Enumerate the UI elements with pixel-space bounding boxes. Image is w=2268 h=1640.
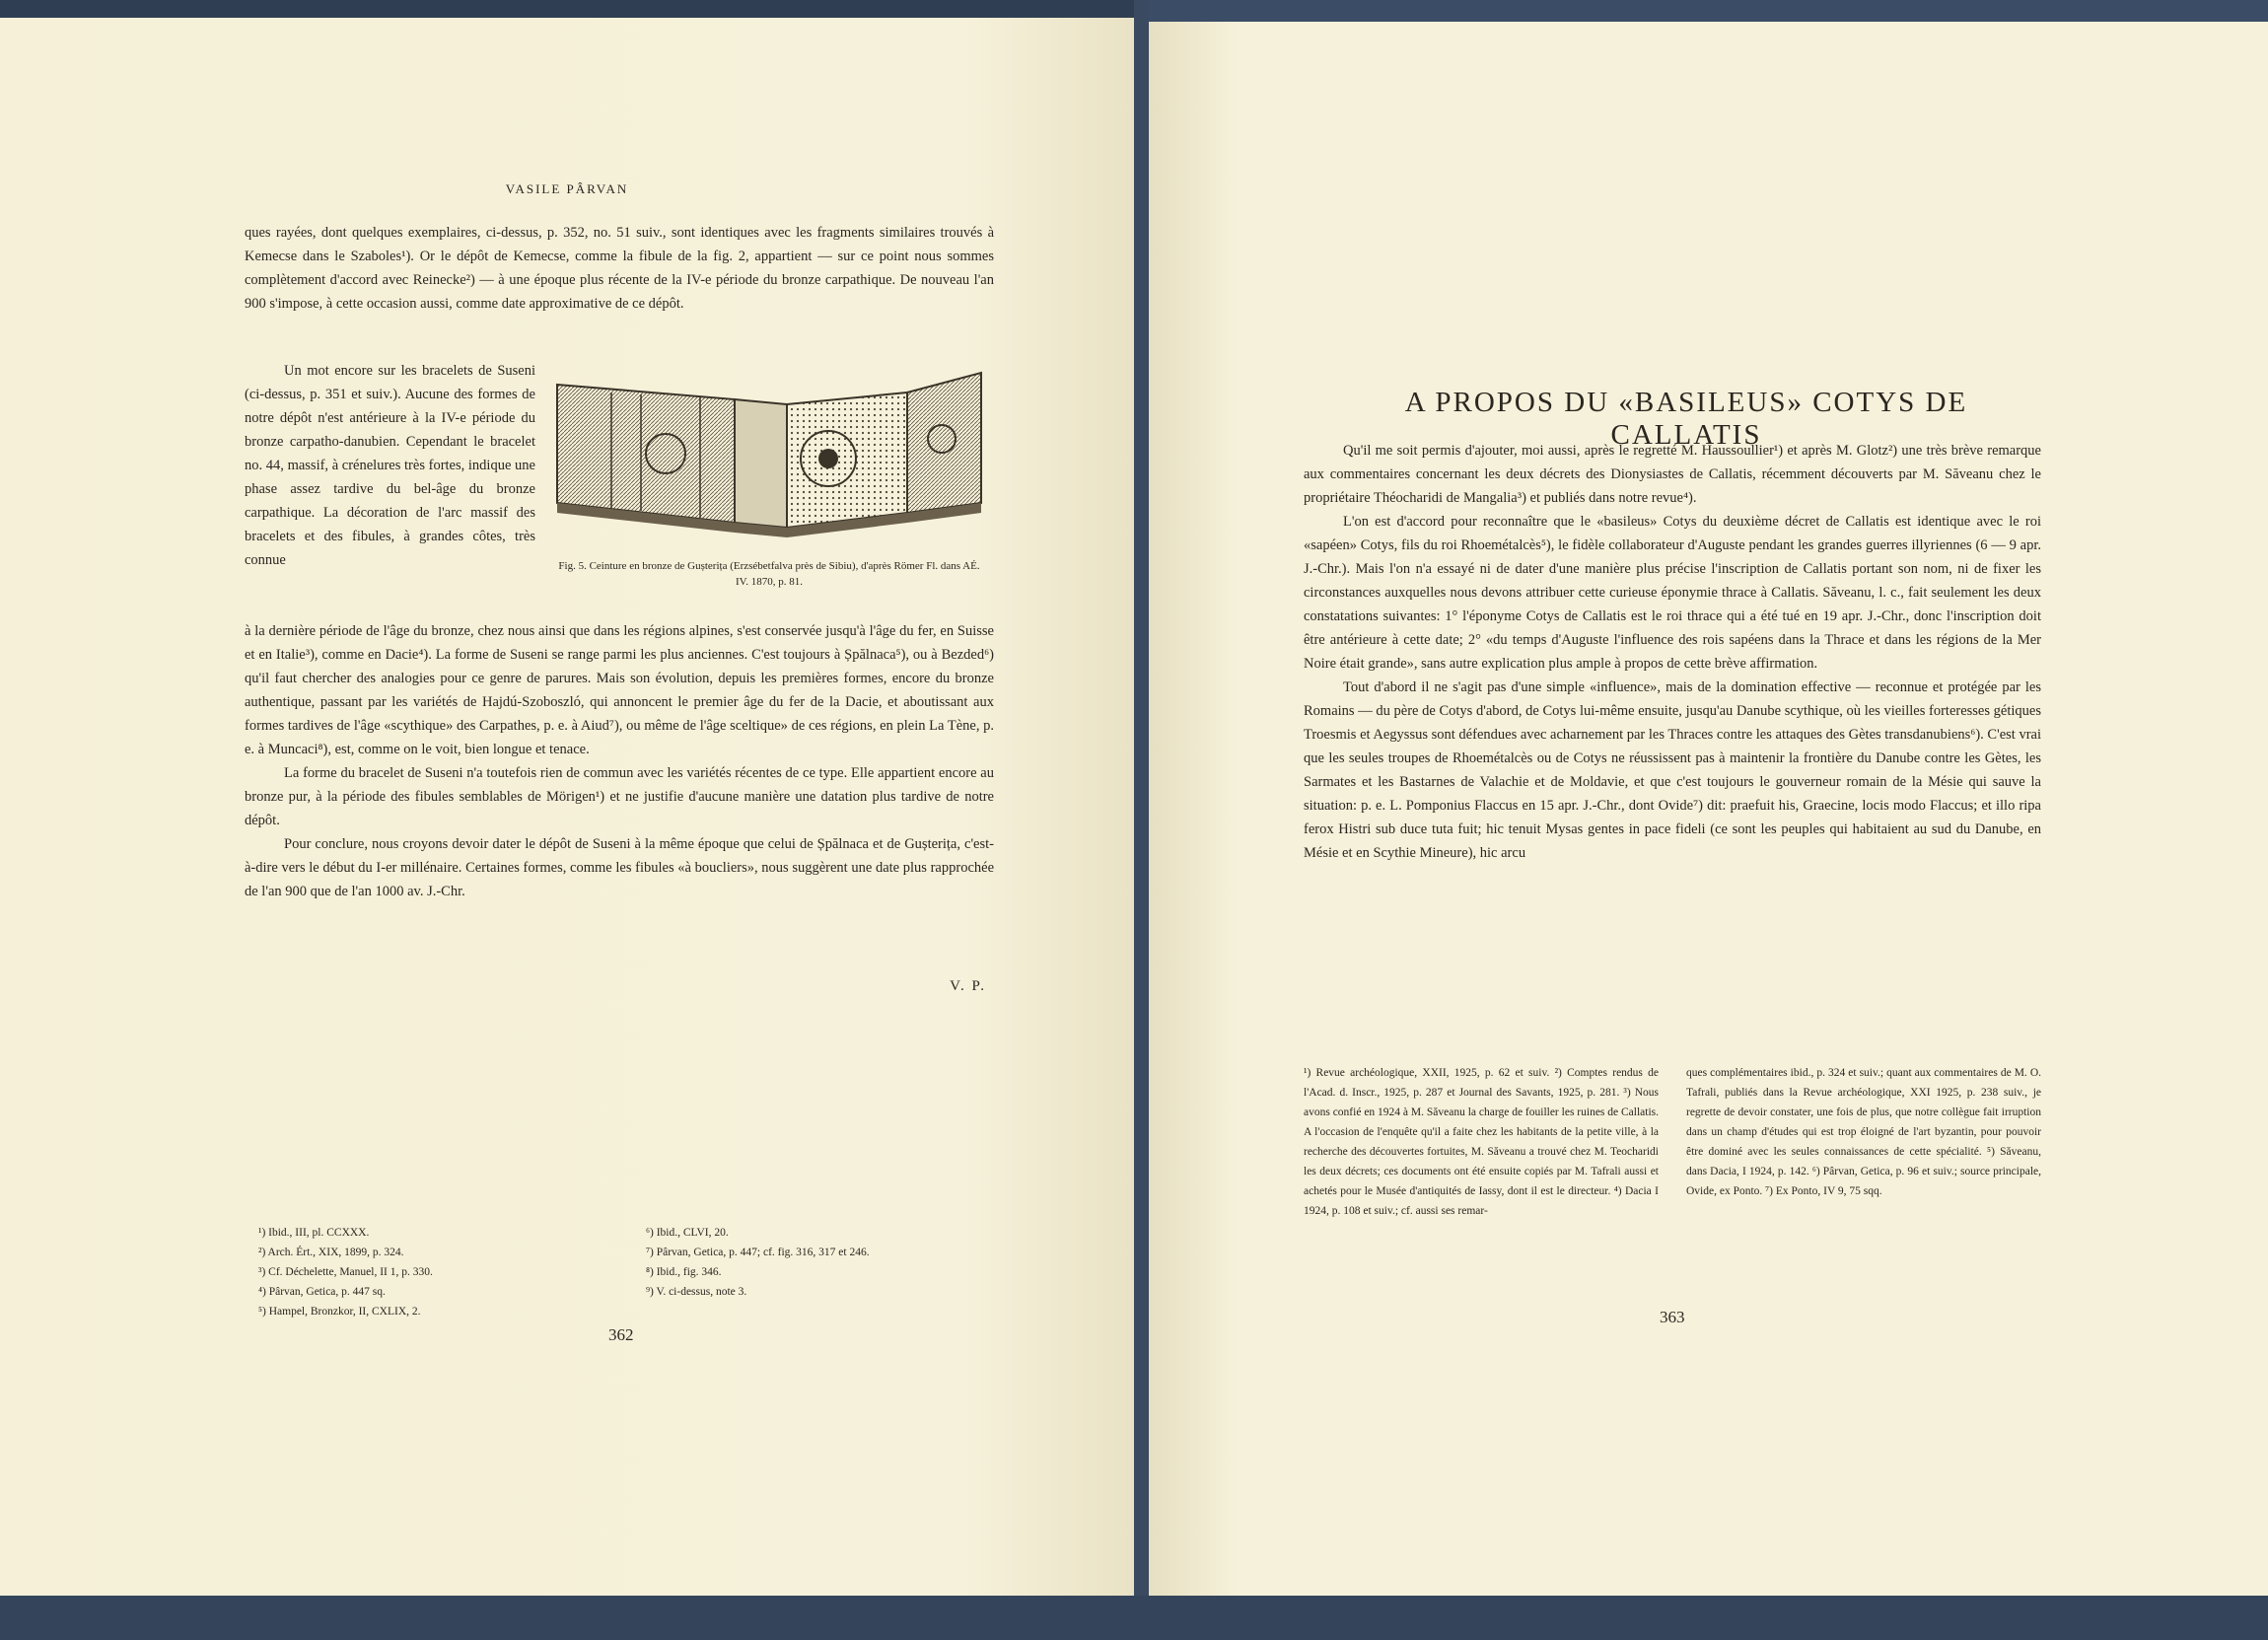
left-paragraph-2-continued: [245, 619, 994, 903]
paragraph-text: Qu'il me soit permis d'ajouter, moi aussi, après le regretté M. Haussoullier¹) et après M. Glotz²) une très brève remarque aux commentaires concernant les deux décrets des Dionysiastes de Callatis, récemment découverts par M. Săveanu chez le propriétaire Théocharidi de Mangalia³) et publiés dans notre revue⁴).: [1304, 443, 2041, 506]
paragraph-text: La forme du bracelet de Suseni n'a toutefois rien de commun avec les variétés récentes de ce type. Elle appartient encore au bronze pur, à la période des fibules semblables de Mörigen¹) et ne justifie d'aucune manière une datation plus tardive de notre dépôt.: [245, 765, 994, 828]
bronze-belt-illustration: [552, 365, 986, 542]
footnotes-right-col2: [1686, 1063, 2041, 1201]
footnote: ⁹) V. ci-dessus, note 3.: [646, 1286, 747, 1298]
paragraph-text: ques rayées, dont quelques exemplaires, ci-dessus, p. 352, no. 51 suiv., sont identiques avec les fragments similaires trouvés à Kemecse dans le Szaboles¹). Or le dépôt de Kemecse, comme la fibule de la fig. 2, appartient — sur ce point nous sommes complètement d'accord avec Reinecke²) — à une époque plus récente de la IV-e période du bronze carpathique. De nouveau l'an 900 s'impose, à cette occasion aussi, comme date approximative de ce dépôt.: [245, 225, 994, 312]
author-signature: V. P.: [950, 978, 986, 994]
right-body: [1304, 439, 2041, 865]
belt-figure: [552, 365, 986, 542]
article-title: A PROPOS DU «BASILEUS» COTYS DE CALLATIS: [1404, 387, 1968, 451]
left-paragraph-2-wrap: [245, 359, 535, 572]
left-page: [0, 18, 1134, 1596]
footnote: ⁵) Hampel, Bronzkor, II, CXLIX, 2.: [258, 1306, 421, 1318]
footnote: ⁷) Pârvan, Getica, p. 447; cf. fig. 316, 317 et 246.: [646, 1247, 870, 1258]
paragraph-text: à la dernière période de l'âge du bronze, chez nous ainsi que dans les régions alpines, s'est conservée jusqu'à l'âge du fer, en Suisse et en Italie³), comme en Dacie⁴). La forme de Suseni se range parmi les plus anciennes. C'est toujours à Șpălnaca⁵), ou à Bezded⁶) qu'il faut chercher des analogies pour ce genre de parures. Mais son évolution, depuis les premières formes, encore du bronze authentique, passant par les variétés de Hajdú-Szoboszló, qui annoncent le premier âge du fer de la Dacie, et aboutissant aux formes tardives de l'âge «scythique» des Carpathes, p. e. à Aiud⁷), ou même de l'âge sceltique» de ces régions, en plein La Tène, p. e. à Muncaci⁸), est, comme on le voit, bien longue et tenace.: [245, 623, 994, 757]
footnotes-right-col1: [1304, 1063, 1659, 1221]
footnote: ⁴) Pârvan, Getica, p. 447 sq.: [258, 1286, 386, 1298]
footnotes-left-col2: [646, 1223, 1021, 1302]
footnotes-left-col1: [258, 1223, 633, 1321]
footnote: ⁶) Ibid., CLVI, 20.: [646, 1227, 729, 1239]
paragraph-text: L'on est d'accord pour reconnaître que le «basileus» Cotys du deuxième décret de Callatis est identique avec le roi «sapéen» Cotys, fils du roi Rhoemétalcès⁵), le fidèle collaborateur d'Auguste pendant les grandes guerres illyriennes (6 — 9 apr. J.-Chr.). Mais l'on n'a essayé ni de dater d'une manière plus précise l'inscription de Callatis portant son nom, ni de fixer les circonstances auxquelles nous devons attribuer cette curieuse éponymie thrace à Callatis. Săveanu, l. c., fait seulement les deux constatations suivantes: 1° l'éponyme Cotys de Callatis est le roi thrace qui a été tué en 19 apr. J.-Chr., donc l'inscription doit être antérieure à cette date; 2° «du temps d'Auguste l'influence des rois sapéens dans la Thrace et dans les régions de la Mer Noire était grande», sans autre explication plus ample à propos de cette brève affirmation.: [1304, 514, 2041, 672]
page-number: 363: [1660, 1308, 1685, 1326]
page-number: 362: [608, 1325, 634, 1344]
footnote: ²) Arch. Ért., XIX, 1899, p. 324.: [258, 1247, 404, 1258]
footnote: ¹) Ibid., III, pl. CCXXX.: [258, 1227, 370, 1239]
paragraph-text: Un mot encore sur les bracelets de Suseni (ci-dessus, p. 351 et suiv.). Aucune des formes de notre dépôt n'est antérieure à la IV-e période du bronze carpatho-danubien. Cependant le bracelet no. 44, massif, à crénelures très fortes, indique une phase assez tardive du bel-âge du bronze carpathique. La décoration de l'arc massif des bracelets et des fibules, à grandes côtes, très connue: [245, 363, 535, 568]
binding-bottom-edge: [0, 1596, 2268, 1640]
footnote-text: ¹) Revue archéologique, XXII, 1925, p. 62 et suiv. ²) Comptes rendus de l'Acad. d. Inscr., 1925, p. 287 et Journal des Savants, 1925, p. 281. ³) Nous avons confié en 1924 à M. Săveanu la charge de fouiller les ruines de Callatis. A l'occasion de l'enquête qu'il a faite chez les habitants de la petite ville, à la recherche des découvertes fortuites, M. Săveanu a trouvé chez M. Teocharidi les deux décrets; ces documents ont été ensuite copiés par M. Tafrali aussi et achetés pour le Musée d'antiquités de Iassy, dont il est le directeur. ⁴) Dacia I 1924, p. 108 et suiv.; cf. aussi ses remar-: [1304, 1067, 1660, 1217]
running-head: VASILE PÂRVAN: [505, 181, 629, 196]
figure-caption: Fig. 5. Ceinture en bronze de Gușterița (Erzsébetfalva près de Sibiu), d'après Römer Fl. dans AÉ. IV. 1870, p. 81.: [558, 560, 980, 588]
paragraph-text: Pour conclure, nous croyons devoir dater le dépôt de Suseni à la même époque que celui de Șpălnaca et de Gușterița, c'est-à-dire vers le début du I-er millénaire. Certaines formes, comme les fibules «à boucliers», nous suggèrent une date plus rapprochée de l'an 900 que de l'an 1000 av. J.-Chr.: [245, 836, 994, 899]
footnote: ⁸) Ibid., fig. 346.: [646, 1266, 722, 1278]
book-gutter: [1134, 0, 1149, 1640]
footnote-text: ques complémentaires ibid., p. 324 et suiv.; quant aux commentaires de M. O. Tafrali, publiés dans la Revue archéologique, XXI 1925, p. 238 suiv., je regrette de devoir constater, une fois de plus, que notre collègue fait irruption dans un champ d'études qui est trop éloigné de l'art byzantin, pour pouvoir être dominé avec les seules connaissances de cette spécialité. ⁵) Săveanu, dans Dacia, I 1924, p. 142. ⁶) Pârvan, Getica, p. 96 et suiv.; source principale, Ovide, ex Ponto. ⁷) Ex Ponto, IV 9, 75 sqq.: [1686, 1067, 2041, 1197]
footnote: ³) Cf. Déchelette, Manuel, II 1, p. 330.: [258, 1266, 433, 1278]
paragraph-text: Tout d'abord il ne s'agit pas d'une simple «influence», mais de la domination effective — reconnue et protégée par les Romains — du père de Cotys d'abord, de Cotys lui-même ensuite, jusqu'au Danube scythique, où les vieilles forteresses gétiques Troesmis et Aegyssus sont défendues avec acharnement par les Thraces contre les attaques des Gètes transdanubiens⁶). C'est vrai que les seules troupes de Rhoemétalcès ou de Cotys ne réussissent pas à maintenir la frontière du Danube contre les Gètes, les Sarmates et les Bastarnes de Valachie et de Moldavie, et que c'est toujours le gouverneur romain de la Mésie qui sauve la situation: p. e. L. Pomponius Flaccus en 15 apr. J.-Chr., dont Ovide⁷) dit: praefuit his, Graecine, locis modo Flaccus; et illo ripa ferox Histri sub duce tuta fuit; hic tenuit Mysas gentes in pace fideli (ce sont les peuples qui habitaient au sud du Danube, en Mésie et en Scythie Mineure), hic arcu: [1304, 679, 2041, 861]
left-paragraph-1: [245, 221, 994, 316]
binding-top-edge: [1149, 0, 2268, 22]
